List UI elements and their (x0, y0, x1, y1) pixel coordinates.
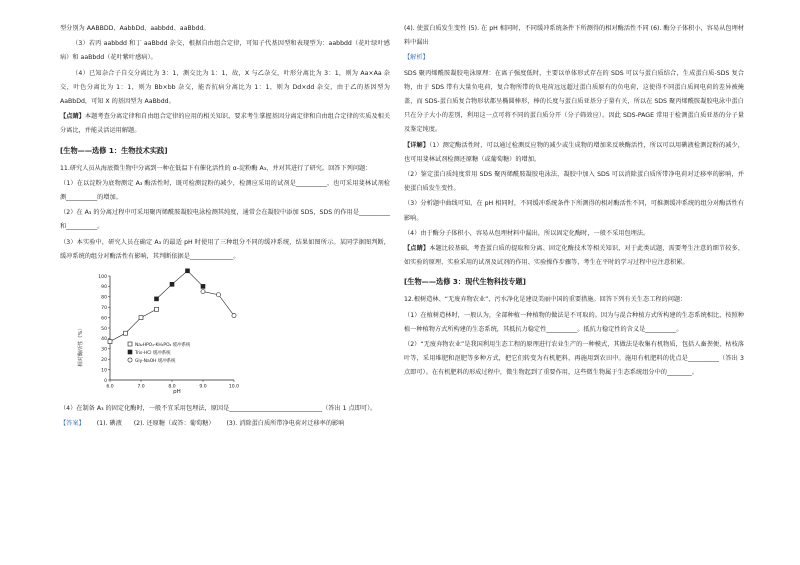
x-tick-label: 7.0 (137, 384, 145, 390)
data-point (232, 313, 236, 317)
enzyme-activity-chart (72, 268, 242, 396)
left-p2: （3）若丙 aabbdd 和丁 aaBbdd 杂交，根据自由组合定律，可知子代基因型和表现型为：aabbdd（花叶绿叶感病）和 aaBbdd（花叶紫叶感病）。 (60, 40, 390, 62)
right-note (404, 242, 744, 270)
detail-2: （2）鉴定蛋白质纯度常用 SDS 聚丙烯酰胺凝胶电泳法，凝胶中加入 SDS 可以消除蛋白质所带净电荷对迁移率的影响，并使蛋白质发生变性。 (404, 171, 744, 193)
x-tick-label: 9.0 (199, 384, 207, 390)
right-note-text: 本题比较基础，考查蛋白质的提取和分离、固定化酶技术等相关知识，对于此类试题，需要考生注意的细节较多，如实验的原理、实验采用的试剂及试剂的作用、实验操作步骤等，考生在平时的学习过程中应注意积累。 (404, 245, 745, 267)
y-tick-label: 0 (104, 378, 107, 384)
analysis-tag: 【解析】 (404, 54, 429, 62)
data-point (139, 316, 143, 320)
right-note-tag: 【点睛】 (404, 245, 430, 253)
series-line-1 (157, 271, 204, 299)
q11-part1: （1）在以淀粉为底物测定 A₃ 酶活性时，既可检测淀粉的减少，检测应采用的试剂是__________，也可采用斐林试剂检测__________的增加。 (60, 179, 390, 202)
answer-3: (3). 消除蛋白质所带净电荷对迁移率的影响 (226, 420, 345, 428)
y-tick-label: 10 (101, 368, 107, 374)
detail-3: （3）分析题中曲线可知，在 pH 相同时，不同缓冲系统条件下所测得的相对酶活性不同，可推测缓冲系统的组分对酶活性有影响。 (404, 200, 744, 222)
data-point (170, 282, 174, 286)
data-point (201, 284, 205, 288)
left-p3: （4）已知杂合子自交分离比为 3：1，测交比为 1：1，故，X 与乙杂交，叶形分离比为 3：1，则为 Aa×Aa 杂交，叶色分离比为 1：1，则为 Bb×bb 杂交，能否抗病分离比为 1：1，则为 Dd×dd 杂交，由于乙的基因型为 AaBbDd，可知 X 的基因型为 AaBbdd。 (60, 69, 390, 106)
y-tick-label: 30 (101, 347, 107, 353)
q12-part1: （1）在植树造林时，一般认为，全部种植一种植物的做法是不可取的。因为与混合种植方式所构建的生态系统相比，按照种植一种植物方式所构建的生态系统，其抵抗力稳定性__________。抵抗力稳定性的含义是__________。 (404, 311, 744, 333)
y-tick-label: 40 (101, 337, 107, 343)
data-point (155, 307, 159, 311)
detail-tag: 【详解】 (404, 141, 430, 149)
q11-part3: （3）本实验中，研究人员在确定 A₃ 的最适 pH 时使用了三种组分不同的缓冲系统，结果如图所示。某同学据图判断，缓冲系统的组分对酶活性有影响，其判断依据是______________。 (60, 238, 390, 260)
chart-svg (72, 268, 242, 396)
x-axis-label: pH (173, 389, 181, 396)
legend-label-0: Na₂HPO₄-KH₂PO₄ 缓冲系统 (135, 342, 191, 348)
y-tick-label: 80 (101, 295, 107, 301)
x-tick-label: 8.0 (168, 384, 176, 390)
series-line-0 (110, 309, 157, 341)
q11-stem: 11.研究人员从海底微生物中分离到一种在低温下有催化活性的 α-淀粉酶 A₃，并对其进行了研究。回答下列问题： (60, 164, 372, 172)
y-tick-label: 90 (101, 285, 107, 291)
detail-1-text: （1）测定酶活性时，可以通过检测反应物的减少或生成物的增加来反映酶活性，所以可以用碘液检测淀粉的减少，也可用斐林试剂检测还原糖（或葡萄糖）的增加。 (404, 141, 744, 163)
legend-label-2: Gly-NaOH 缓冲系统 (135, 358, 176, 364)
y-tick-label: 100 (98, 274, 107, 280)
q11-part2: （2）在 A₃ 的分离过程中可采用聚丙烯酰胺凝胶电泳检测其纯度，通常会在凝胶中添加 SDS，SDS 的作用是__________和__________。 (60, 209, 390, 231)
right-column (404, 22, 744, 382)
section-title-1: [生物——选修 1：生物技术实践] (60, 145, 168, 155)
y-tick-label: 50 (101, 326, 107, 332)
right-top-answers: (4). 使蛋白质发生变性 (5). 在 pH 相同时，不同缓冲系统条件下所测得的相对酶活性不同 (6). 酶分子体积小，容易从包埋材料中漏出 (404, 25, 744, 47)
q12-stem: 12.根树造林、“无废弃物农业”、污水净化是建设美丽中国的重要措施。回答下列有关生态工程的问题： (404, 296, 687, 304)
legend-marker (128, 350, 132, 354)
data-point (108, 340, 112, 344)
data-point (155, 297, 159, 301)
y-tick-label: 20 (101, 358, 107, 364)
q11-part4: （4）在制备 A₃ 的固定化酶时，一般不宜采用包埋法，原因是______________________________（答出 1 点即可）。 (60, 405, 377, 413)
left-p1: 型分别为 AABBDD、AabbDd、aabbdd、aaBbdd。 (60, 25, 210, 32)
note-tag: 【点睛】 (60, 113, 85, 121)
left-note (60, 110, 390, 138)
answer-2: (2). 还原糖（或答：葡萄糖） (133, 420, 215, 428)
answer-tag: 【答案】 (60, 420, 85, 428)
answer-row (60, 417, 390, 431)
data-point (201, 290, 205, 294)
y-tick-label: 70 (101, 306, 107, 312)
y-axis-label: 相对酶活性（%） (78, 325, 84, 367)
data-point (216, 293, 220, 297)
left-column (60, 22, 390, 431)
analysis-text: SDS 聚丙烯酰胺凝胶电泳原理：在离子强度低时，主要以单体形式存在的 SDS 可以与蛋白质结合，生成蛋白质-SDS 复合物，由于 SDS 带有大量负电荷，复合物所带的负电荷远远超过蛋白质原有的负电荷，这使得不同蛋白质间电荷的差异被掩盖，而 SDS-蛋白质复合物形状都呈椭圆棒形，棒的长度与蛋白质亚基分子量有关，所以在 SDS 聚丙烯酰胺凝胶电泳中蛋白只在分子大小的差别，利用这一点可将不同的蛋白质分开（分子筛效应）。因此 SDS-PAGE 常用于检测蛋白质亚基的分子量及鉴定纯度。 (404, 69, 744, 134)
detail-4: （4）由于酶分子体积小，容易从包埋材料中漏出，所以固定化酶时，一般不采用包埋法。 (404, 229, 650, 237)
x-tick-label: 10.0 (228, 384, 240, 390)
legend-marker (128, 342, 132, 346)
q12-part2: （2）“无废弃物农业”是我国利用生态工程的原理进行农业生产的一种模式，其做法是收集有机物质，包括人畜粪便、枯枝落叶等，采用堆肥和沤肥等多种方式，把它们转变为有机肥料，再施用到农田中。施用有机肥料的优点是__________（答出 3 点即可）。在有机肥料的形成过程中，微生物起到了重要作用，这些微生物属于生态系统组分中的________。 (404, 341, 744, 377)
data-point (124, 331, 128, 335)
legend-marker (128, 358, 132, 362)
answer-1: (1). 碘液 (96, 420, 122, 428)
y-tick-label: 60 (101, 316, 107, 322)
section-title-3: [生物——选修 3：现代生物科技专题] (404, 277, 526, 287)
x-tick-label: 6.0 (106, 384, 114, 390)
data-point (186, 269, 190, 273)
legend-label-1: Tris-HCl 缓冲系统 (135, 350, 171, 356)
detail-1 (404, 139, 744, 167)
note-text: 本题考查分离定律和自由组合定律的应用的相关知识，要求考生掌握基因分离定律和自由组合定律的实质及相关分离比，并能灵活运用解题。 (60, 113, 391, 135)
